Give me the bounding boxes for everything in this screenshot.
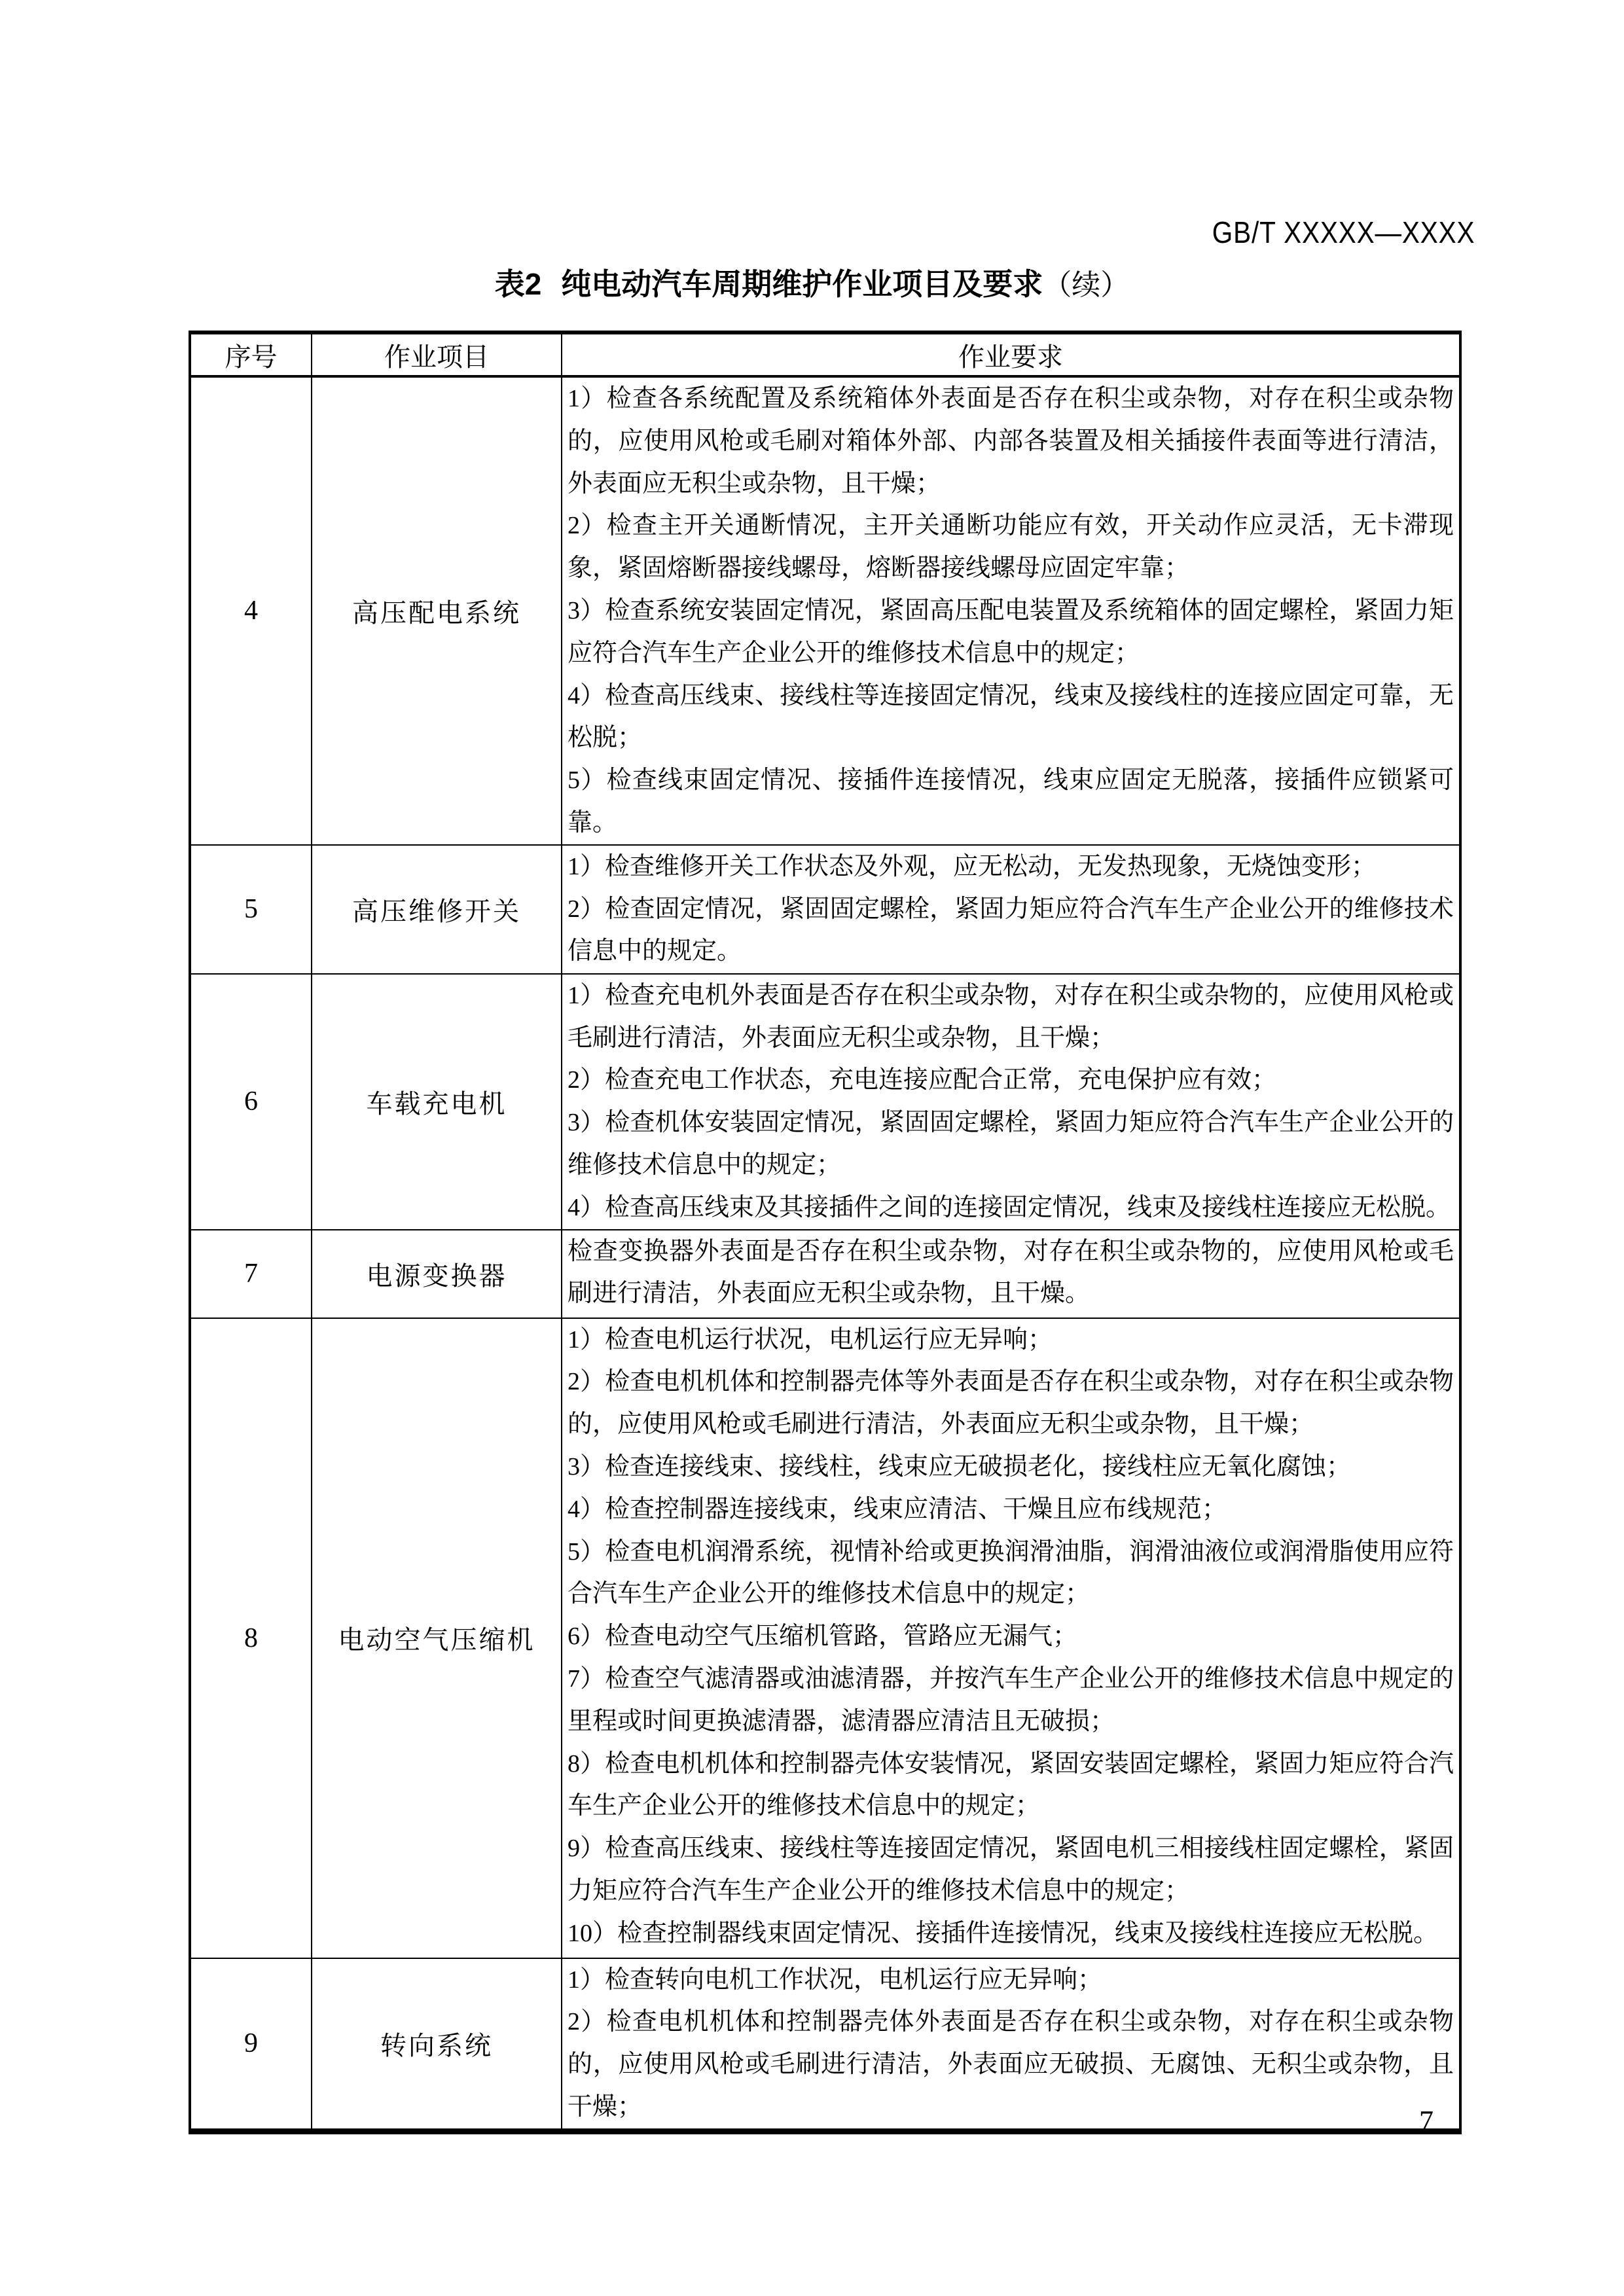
table-row [190,974,1460,1230]
requirement-text: 3）检查系统安装固定情况，紧固高压配电装置及系统箱体的固定螺栓，紧固力矩应符合汽车生产企业公开的维修技术信息中的规定； [568,596,1454,667]
row-requirements [562,845,1460,974]
requirement-text: 1）检查充电机外表面是否存在积尘或杂物，对存在积尘或杂物的，应使用风枪或毛刷进行清洁，外表面应无积尘或杂物，且干燥； [568,981,1454,1052]
table-row [190,845,1460,974]
row-no: 9 [190,1958,312,2132]
row-requirements [562,1230,1460,1318]
row-item: 电动空气压缩机 [312,1318,562,1958]
row-item: 车载充电机 [312,974,562,1230]
requirement-text: 3）检查连接线束、接线柱，线束应无破损老化，接线柱应无氧化腐蚀； [568,1452,1352,1480]
row-requirements [562,376,1460,845]
requirement-text: 4）检查高压线束、接线柱等连接固定情况，线束及接线柱的连接应固定可靠，无松脱； [568,681,1454,752]
row-requirements [562,1958,1460,2132]
requirement-text: 5）检查线束固定情况、接插件连接情况，线束应固定无脱落，接插件应锁紧可靠。 [568,766,1454,836]
requirement-text: 6）检查电动空气压缩机管路，管路应无漏气； [568,1623,1078,1651]
table-row [190,1318,1460,1958]
requirement-text: 1）检查电机运行状况，电机运行应无异响； [568,1325,1053,1354]
requirement-text: 2）检查充电工作状态，充电连接应配合正常，充电保护应有效； [568,1066,1277,1094]
table-row [190,1230,1460,1318]
row-item: 高压维修开关 [312,845,562,974]
row-no: 6 [190,974,312,1230]
row-item: 转向系统 [312,1958,562,2132]
requirement-text: 2）检查固定情况，紧固固定螺栓，紧固力矩应符合汽车生产企业公开的维修技术信息中的规定。 [568,895,1454,965]
table-row [190,376,1460,845]
maintenance-table [189,331,1462,2134]
row-item: 电源变换器 [312,1230,562,1318]
requirement-text: 8）检查电机机体和控制器壳体安装情况，紧固安装固定螺栓，紧固力矩应符合汽车生产企业公开的维修技术信息中的规定； [568,1749,1454,1820]
row-item: 高压配电系统 [312,376,562,845]
requirement-text: 2）检查电机机体和控制器壳体等外表面是否存在积尘或杂物，对存在积尘或杂物的，应使用风枪或毛刷进行清洁，外表面应无积尘或杂物，且干燥； [568,1368,1454,1439]
table-title-prefix: 表2 [494,267,542,301]
column-header-no: 序号 [190,332,312,376]
requirement-text: 2）检查主开关通断情况，主开关通断功能应有效，开关动作应灵活，无卡滞现象，紧固熔断器接线螺母，熔断器接线螺母应固定牢靠； [568,512,1454,583]
requirement-text: 1）检查各系统配置及系统箱体外表面是否存在积尘或杂物，对存在积尘或杂物的，应使用风枪或毛刷对箱体外部、内部各装置及相关插接件表面等进行清洁，外表面应无积尘或杂物，且干燥； [568,385,1454,497]
row-no: 4 [190,376,312,845]
row-no: 5 [190,845,312,974]
column-header-item: 作业项目 [312,332,562,376]
requirement-text: 1）检查维修开关工作状态及外观，应无松动，无发热现象，无烧蚀变形； [568,852,1377,880]
requirement-text: 3）检查机体安装固定情况，紧固固定螺栓，紧固力矩应符合汽车生产企业公开的维修技术信息中的规定； [568,1109,1454,1179]
table-title [0,260,1624,304]
requirement-text: 1）检查转向电机工作状况，电机运行应无异响； [568,1965,1103,1994]
table-header-row [190,332,1460,376]
row-requirements [562,974,1460,1230]
requirement-text: 4）检查控制器连接线束，线束应清洁、干燥且应布线规范； [568,1495,1227,1523]
row-no: 8 [190,1318,312,1958]
table-row [190,1958,1460,2132]
row-requirements [562,1318,1460,1958]
column-header-requirements: 作业要求 [562,332,1460,376]
requirement-text: 7）检查空气滤清器或油滤清器，并按汽车生产企业公开的维修技术信息中规定的里程或时间更换滤清器，滤清器应清洁且无破损； [568,1664,1454,1735]
requirement-text: 4）检查高压线束及其接插件之间的连接固定情况，线束及接线柱连接应无松脱。 [568,1193,1451,1221]
table-title-main: 纯电动汽车周期维护作业项目及要求 [561,267,1043,301]
requirement-text: 9）检查高压线束、接线柱等连接固定情况，紧固电机三相接线柱固定螺栓，紧固力矩应符合汽车生产企业公开的维修技术信息中的规定； [568,1835,1454,1905]
table-title-suffix: （续） [1043,269,1130,301]
doc-code: GB/T XXXXX—XXXX [1212,215,1475,249]
requirement-text: 检查变换器外表面是否存在积尘或杂物，对存在积尘或杂物的，应使用风枪或毛刷进行清洁，外表面应无积尘或杂物，且干燥。 [568,1237,1454,1308]
row-no: 7 [190,1230,312,1318]
requirement-text: 2）检查电机机体和控制器壳体外表面是否存在积尘或杂物，对存在积尘或杂物的，应使用风枪或毛刷进行清洁，外表面应无破损、无腐蚀、无积尘或杂物，且干燥； [568,2008,1454,2121]
requirement-text: 5）检查电机润滑系统，视情补给或更换润滑油脂，润滑油液位或润滑脂使用应符合汽车生产企业公开的维修技术信息中的规定； [568,1537,1454,1608]
page-number: 7 [1419,2105,1434,2137]
requirement-text: 10）检查控制器线束固定情况、接插件连接情况，线束及接线柱连接应无松脱。 [568,1919,1439,1947]
